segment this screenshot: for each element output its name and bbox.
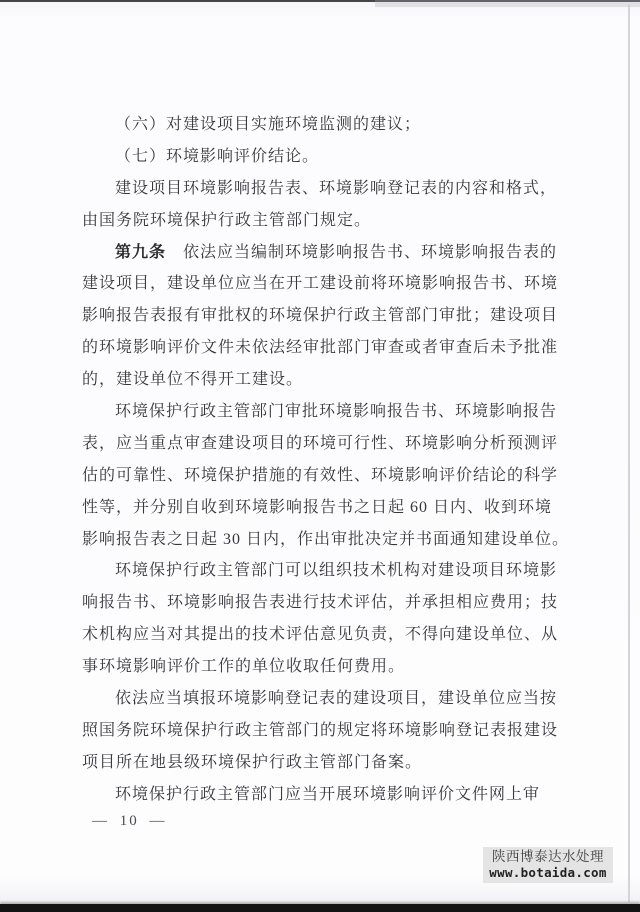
page-number: — 10 — <box>92 813 167 829</box>
document-line: （七）环境影响评价结论。 <box>115 147 320 165</box>
scan-bottom-edge <box>0 904 640 912</box>
document-line: 影响报告表报有审批权的环境保护行政主管部门审批；建设项目 <box>82 307 559 325</box>
document-line: 事环境影响评价工作的单位收取任何费用。 <box>82 658 406 676</box>
document-line: 建设项目环境影响报告表、环境影响登记表的内容和格式， <box>115 179 558 197</box>
watermark-badge <box>483 847 613 883</box>
page-edge-shadow <box>628 4 630 902</box>
document-body <box>82 109 568 811</box>
document-line: 建设项目，建设单位应当在开工建设前将环境影响报告书、环境 <box>82 275 559 293</box>
article-line-text: 依法应当编制环境影响报告书、环境影响报告表的 <box>166 243 558 261</box>
document-line: 的环境影响评价文件未依法经审批部门审查或者审查后未予批准 <box>82 339 559 357</box>
document-line: 依法应当填报环境影响登记表的建设项目，建设单位应当按 <box>115 690 558 708</box>
document-line: （六）对建设项目实施环境监测的建议； <box>115 116 422 133</box>
document-line: 环境保护行政主管部门可以组织技术机构对建设项目环境影 <box>115 562 558 580</box>
document-line: 表，应当重点审查建设项目的环境可行性、环境影响分析预测评 <box>82 434 559 452</box>
watermark-url: www.botaida.com <box>489 865 607 880</box>
document-line: 照国务院环境保护行政主管部门的规定将环境影响登记表报建设 <box>82 721 559 739</box>
document-line-article-9 <box>82 237 568 269</box>
document-line: 响报告书、环境影响报告表进行技术评估，并承担相应费用；技 <box>82 594 559 612</box>
document-line: 的，建设单位不得开工建设。 <box>82 371 304 389</box>
document-line: 影响报告表之日起 30 日内，作出审批决定并书面通知建设单位。 <box>82 530 570 548</box>
document-line: 项目所在地县级环境保护行政主管部门备案。 <box>82 753 423 771</box>
document-line: 估的可靠性、环境保护措施的有效性、环境影响评价结论的科学 <box>82 466 559 484</box>
article-number-label: 第九条 <box>115 243 167 261</box>
document-line: 性等，并分别自收到环境影响报告书之日起 60 日内、收到环境 <box>82 498 553 516</box>
document-line: 术机构应当对其提出的技术评估意见负责，不得向建设单位、从 <box>82 626 559 644</box>
scan-artifact <box>375 0 640 7</box>
document-line: 环境保护行政主管部门应当开展环境影响评价文件网上审 <box>115 785 541 803</box>
watermark-company-name: 陕西博泰达水处理 <box>492 849 604 864</box>
document-line: 环境保护行政主管部门审批环境影响报告书、环境影响报告 <box>115 403 558 421</box>
document-line: 由国务院环境保护行政主管部门规定。 <box>82 211 372 229</box>
